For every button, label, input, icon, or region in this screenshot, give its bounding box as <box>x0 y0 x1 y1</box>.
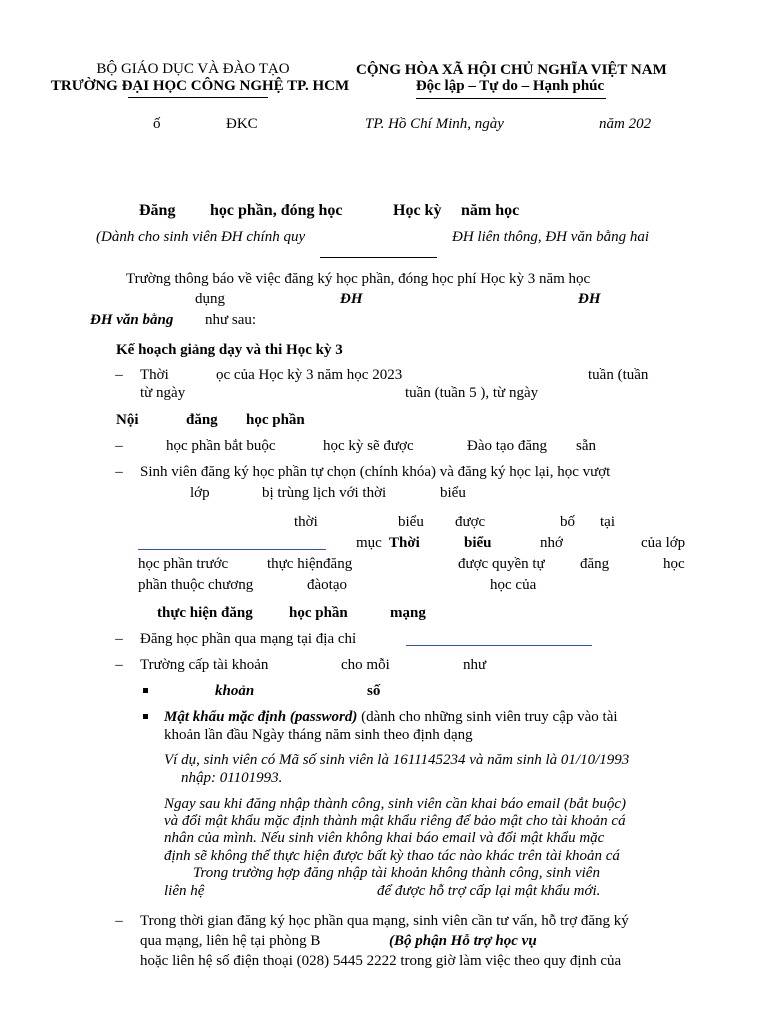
s2-b1-a: học phần bắt buộc <box>166 438 276 454</box>
section-1-heading: Kế hoạch giảng dạy và thi Học kỳ 3 <box>116 342 343 358</box>
note-line-6a: liên hệ <box>164 883 205 899</box>
motto: Độc lập – Tự do – Hạnh phúc <box>415 78 605 94</box>
s2-p-l3-d: đăng <box>580 556 610 572</box>
s3-sub2-bold: Mật khẩu mặc định (password) <box>164 709 358 725</box>
s2-p-l4-a: phần thuộc chương <box>138 577 254 593</box>
s3-heading-b: học phần <box>289 605 348 621</box>
intro-line-1: Trường thông báo về việc đăng ký học phần, đóng học phí Học kỳ 3 năm học <box>126 271 591 287</box>
s3-b3-line-2a: qua mạng, liên hệ tại phòng B <box>140 933 321 949</box>
ref-prefix: ố <box>153 116 161 132</box>
s3-b3-line-2b: (Bộ phận Hỗ trợ học vụ <box>389 933 537 949</box>
title-underline <box>320 257 437 258</box>
s2-b1-c: Đào tạo đăng <box>467 438 547 454</box>
note-line-3: nhân của mình. Nếu sinh viên không khai báo email và đổi mật khẩu mặc <box>164 830 605 846</box>
s2-p-l3-e: học <box>663 556 685 572</box>
intro-line-2a: dụng <box>195 291 225 307</box>
note-line-6b: để được hỗ trợ cấp lại mật khẩu mới. <box>377 883 601 899</box>
s2-p-l2-d: nhớ <box>540 535 563 551</box>
date-place: TP. Hồ Chí Minh, ngày <box>365 116 504 132</box>
s3-b1: Đăng học phần qua mạng tại địa chỉ <box>140 631 357 647</box>
s2-p-l3-a: học phần trước <box>138 556 229 572</box>
university-name: TRƯỜNG ĐẠI HỌC CÔNG NGHỆ TP. HCM <box>50 78 350 94</box>
s2-p-l2-c: biểu <box>464 535 492 551</box>
s2-b2-line-2a: lớp <box>190 485 210 501</box>
note-line-5: Trong trường hợp đăng nhập tài khoản không thành công, sinh viên <box>193 865 600 881</box>
s1-line-1c: tuần (tuần <box>588 367 649 383</box>
timetable-link[interactable] <box>138 549 326 550</box>
date-year: năm 202 <box>599 116 652 132</box>
s3-b3-line-1: Trong thời gian đăng ký học phần qua mạng, sinh viên cần tư vấn, hỗ trợ đăng ký <box>140 913 629 929</box>
s1-line-2a: từ ngày <box>140 385 186 401</box>
subtitle-right: ĐH liên thông, ĐH văn bằng hai <box>452 229 650 245</box>
ministry-name: BỘ GIÁO DỤC VÀ ĐÀO TẠO <box>96 61 290 77</box>
s3-b2-b: cho mỗi <box>341 657 390 673</box>
dash-marker: – <box>115 438 123 454</box>
s2-p-l2-b: Thời <box>389 535 420 551</box>
header-underline-left <box>128 97 268 98</box>
intro-line-2c: ĐH <box>578 291 601 307</box>
s3-sub2-line-1 <box>164 708 618 726</box>
s3-sub1-a: khoản <box>215 683 255 699</box>
s2-p-l2-e: của lớp <box>641 535 686 551</box>
intro-line-2b: ĐH <box>340 291 363 307</box>
ref-code: ĐKC <box>226 116 258 132</box>
s3-sub2-line-2: khoản lần đầu Ngày tháng năm sinh theo định dạng <box>164 727 473 743</box>
s2-b2-line-1: Sinh viên đăng ký học phần tự chọn (chính khóa) và đăng ký học lại, học vượt <box>140 464 611 480</box>
registration-url-link[interactable] <box>406 645 592 646</box>
s2-b1-b: học kỳ sẽ được <box>323 438 414 454</box>
note-line-4: định sẽ không thể thực hiện được bất kỳ thao tác nào khác trên tài khoản cá <box>164 848 620 864</box>
s3-heading-c: mạng <box>390 605 426 621</box>
s2-heading-a: Nội <box>116 412 139 428</box>
s1-line-1a: Thời <box>140 367 169 383</box>
dash-marker: – <box>115 631 123 647</box>
s2-p-l1-e: tại <box>600 514 615 530</box>
s2-p-l3-b: thực hiệnđăng <box>267 556 353 572</box>
s2-p-l1-b: biểu <box>398 514 424 530</box>
s1-line-1b: ọc của Học kỳ 3 năm học 2023 <box>216 367 403 383</box>
s2-p-l4-c: học của <box>490 577 537 593</box>
dash-marker: – <box>115 367 123 383</box>
s2-heading-b: đăng <box>186 412 218 428</box>
s2-p-l2-a: mục <box>356 535 382 551</box>
title-part-1: Đăng <box>139 202 176 219</box>
s3-heading-a: thực hiện đăng <box>157 605 253 621</box>
title-part-4: năm học <box>461 202 520 219</box>
square-bullet-icon <box>143 688 148 693</box>
title-part-3: Học kỳ <box>393 202 442 219</box>
s2-p-l3-c: được quyền tự <box>458 556 545 572</box>
intro-line-3b: như sau: <box>205 312 257 328</box>
dash-marker: – <box>115 464 123 480</box>
title-part-2: học phần, đóng học <box>210 202 343 219</box>
square-bullet-icon <box>143 714 148 719</box>
intro-line-3a: ĐH văn bằng <box>90 312 174 328</box>
country-name: CỘNG HÒA XÃ HỘI CHỦ NGHĨA VIỆT NAM <box>356 62 667 78</box>
note-line-1: Ngay sau khi đăng nhập thành công, sinh viên cần khai báo email (bắt buộc) <box>164 796 627 812</box>
s3-b2-c: như <box>463 657 487 673</box>
s2-b1-d: sẵn <box>576 438 596 454</box>
s2-b2-line-2b: bị trùng lịch với thời <box>262 485 387 501</box>
s2-p-l4-b: đàotạo <box>307 577 347 593</box>
dash-marker: – <box>115 913 123 929</box>
s2-b2-line-2c: biểu <box>440 485 466 501</box>
header-underline-right <box>416 98 606 99</box>
example-line-2: nhập: 01101993. <box>181 770 283 786</box>
s3-sub1-b: số <box>367 683 381 699</box>
dash-marker: – <box>115 657 123 673</box>
s2-p-l1-d: bố <box>560 514 575 530</box>
s3-sub2-rest: (dành cho những sinh viên truy cập vào tài <box>357 709 618 725</box>
s1-line-2b: tuần (tuần 5 ), từ ngày <box>405 385 539 401</box>
s2-p-l1-a: thời <box>294 514 318 530</box>
note-line-2: và đổi mật khẩu mặc định thành mật khẩu riêng để bảo mật cho tài khoản cá <box>164 813 626 829</box>
s3-b2-a: Trường cấp tài khoản <box>140 657 269 673</box>
s2-p-l1-c: được <box>455 514 486 530</box>
example-line-1: Ví dụ, sinh viên có Mã số sinh viên là 1611145234 và năm sinh là 01/10/1993 <box>164 752 630 768</box>
subtitle-left: (Dành cho sinh viên ĐH chính quy <box>96 229 306 245</box>
s3-b3-line-3: hoặc liên hệ số điện thoại (028) 5445 2222 trong giờ làm việc theo quy định của <box>140 953 622 969</box>
s2-heading-c: học phần <box>246 412 305 428</box>
